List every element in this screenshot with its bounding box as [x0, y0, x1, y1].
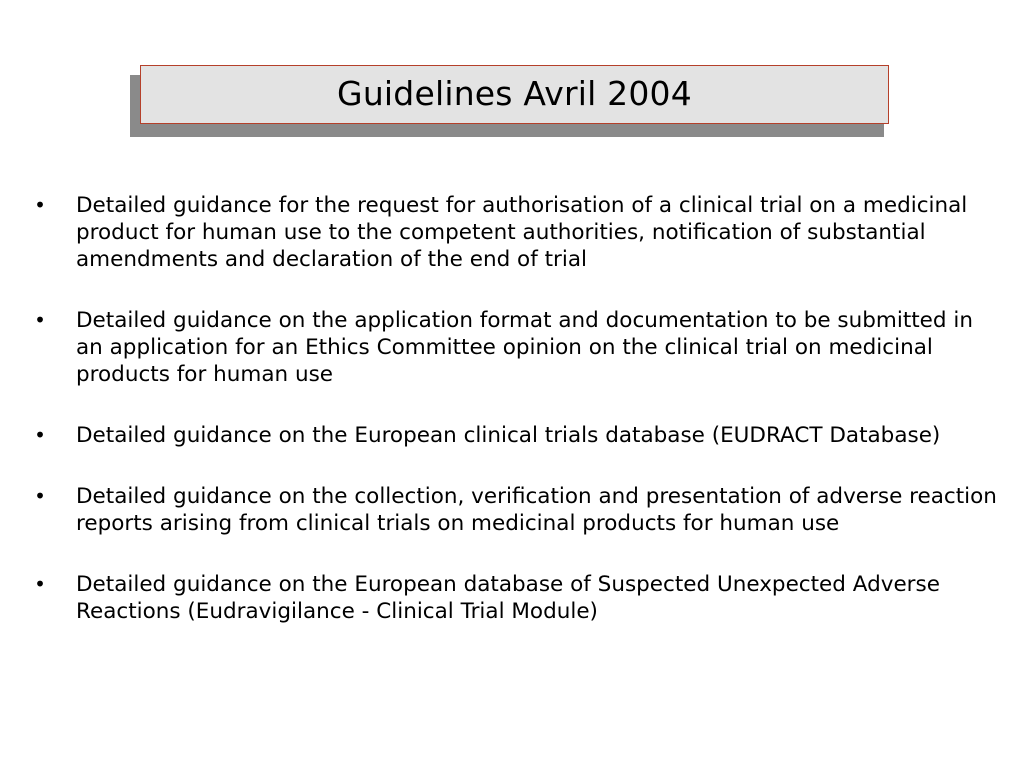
bullet-item: [30, 307, 1000, 388]
bullet-item: [30, 422, 1000, 449]
bullet-dot-icon: •: [34, 572, 46, 596]
bullet-text: Detailed guidance on the European database of Suspected Unexpected Adverse Reactions (Eudravigilance - Clinical Trial Module): [76, 572, 940, 624]
slide-title: Guidelines Avril 2004: [337, 74, 692, 113]
bullet-dot-icon: •: [34, 193, 46, 217]
bullet-text: Detailed guidance for the request for authorisation of a clinical trial on a medicinal product for human use to the competent authorities, notification of substantial amendments and declaration of the end of trial: [76, 193, 968, 272]
bullet-dot-icon: •: [34, 308, 46, 332]
bullet-text: Detailed guidance on the application format and documentation to be submitted in an application for an Ethics Committee opinion on the clinical trial on medicinal products for human use: [76, 308, 973, 387]
title-box: [140, 65, 889, 124]
bullet-item: [30, 192, 1000, 273]
bullet-item: [30, 483, 1000, 537]
bullet-list: [30, 192, 1000, 659]
bullet-item: [30, 571, 1000, 625]
bullet-dot-icon: •: [34, 484, 46, 508]
bullet-text: Detailed guidance on the European clinical trials database (EUDRACT Database): [76, 423, 941, 448]
bullet-text: Detailed guidance on the collection, verification and presentation of adverse reaction reports arising from clinical trials on medicinal products for human use: [76, 484, 997, 536]
bullet-dot-icon: •: [34, 423, 46, 447]
